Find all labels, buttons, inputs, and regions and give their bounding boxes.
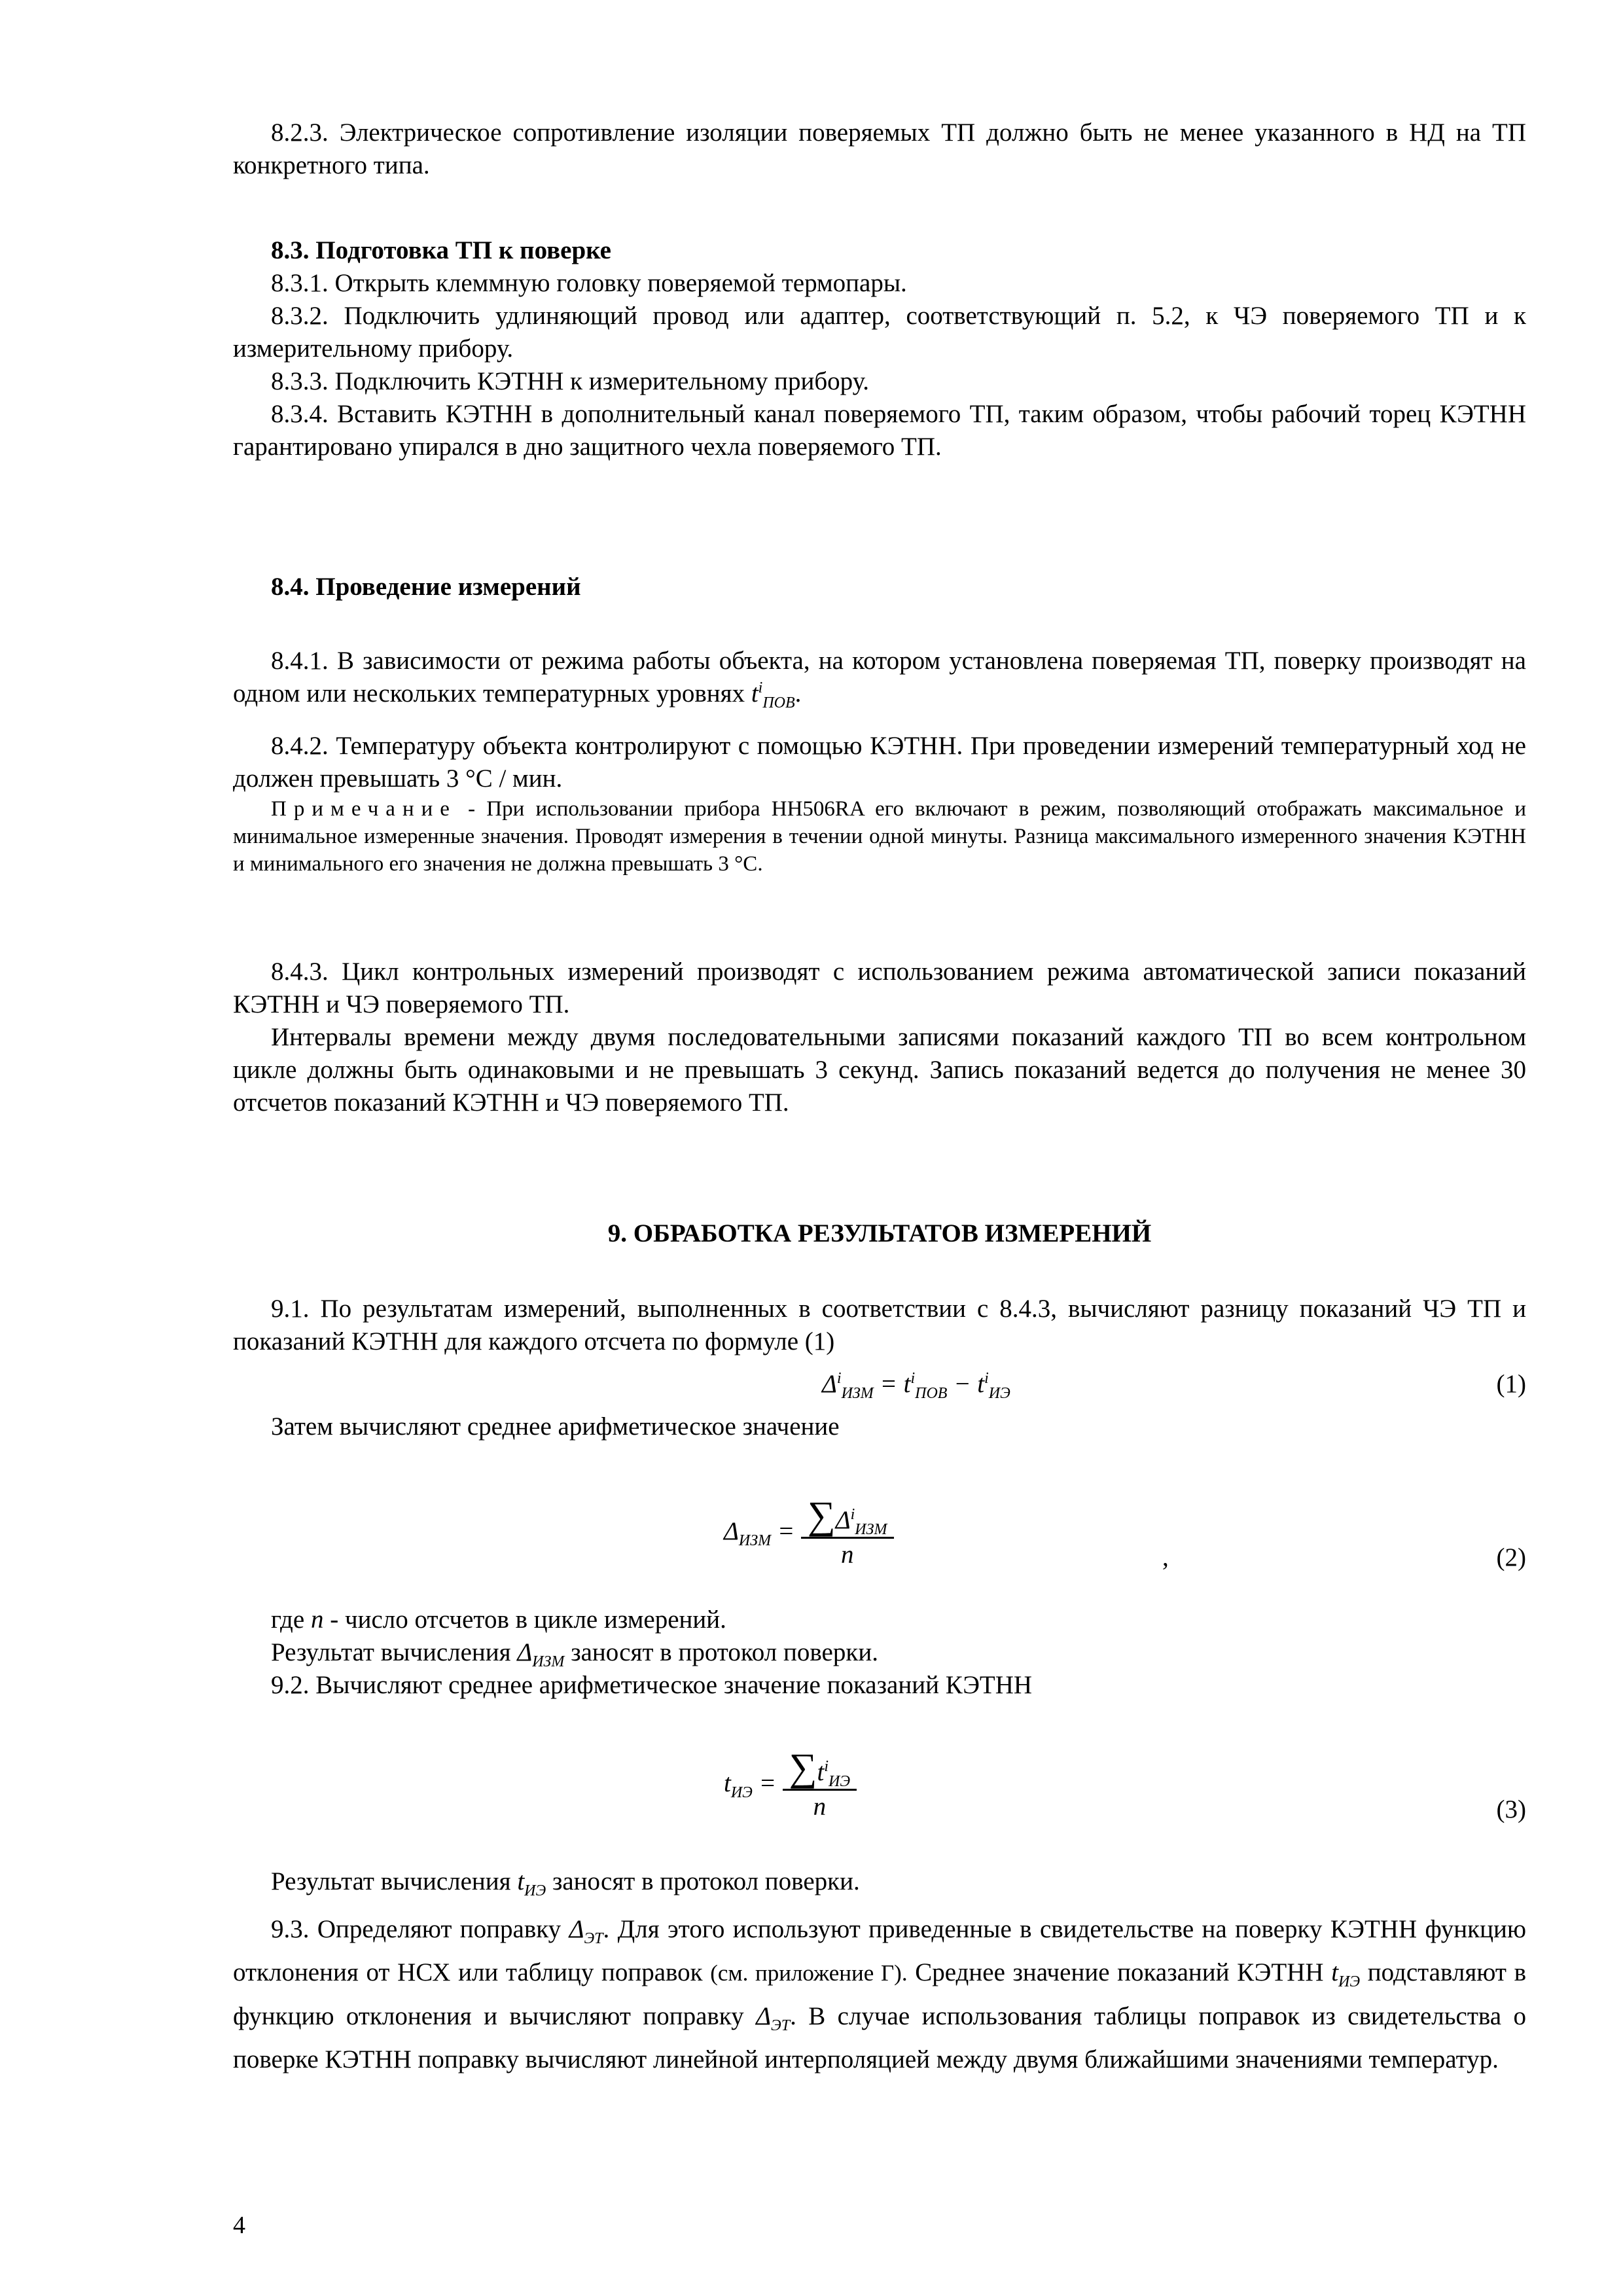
section-8-4 bbox=[233, 571, 1526, 603]
note bbox=[233, 795, 1526, 878]
paragraph: 8.2.3. Электрическое сопротивление изоляции поверяемых ТП должно быть не менее указанного в НД на ТП конкретного типа. bbox=[233, 118, 1526, 179]
section-8-2-3 bbox=[233, 117, 1526, 182]
equation-1-body: $\Delta^i_{ИЗМ} = t^i_{ПОВ} - t^i_{ИЭ}$ bbox=[822, 1370, 1010, 1402]
chapter-heading: 9. ОБРАБОТКА РЕЗУЛЬТАТОВ ИЗМЕРЕНИЙ bbox=[607, 1219, 1152, 1247]
paragraph: 8.3.4. Вставить КЭТНН в дополнительный канал поверяемого ТП, таким образом, чтобы рабочий торец КЭТНН гарантировано упирался в дно защитного чехла поверяемого ТП. bbox=[233, 400, 1526, 461]
paragraph: Затем вычисляют среднее арифметическое значение bbox=[271, 1412, 840, 1441]
section-9-3 bbox=[233, 1908, 1526, 2081]
equation-number: (2) bbox=[1496, 1543, 1526, 1571]
fraction: $\frac{\sum t^i_{ИЭ}}{n}$ bbox=[783, 1748, 857, 1823]
paragraph: Результат вычисления $\Delta_{ИЗМ}$ заносят в протокол поверки. bbox=[271, 1638, 878, 1670]
paragraph: Интервалы времени между двумя последовательными записями показаний каждого ТП во всем контрольном цикле должны быть одинаковыми и не превышать 3 секунд. Запись показаний ведется до получения не менее 30 отсчетов показаний КЭТНН и ЧЭ поверяемого ТП. bbox=[233, 1023, 1526, 1117]
fraction: $\frac{\sum\Delta^i_{ИЗМ}}{n}$ bbox=[801, 1496, 894, 1571]
paragraph: 8.4.3. Цикл контрольных измерений производят с использованием режима автоматической записи показаний КЭТНН и ЧЭ поверяемого ТП. bbox=[233, 958, 1526, 1018]
paragraph-text: 8.4.1. В зависимости от режима работы объекта, на котором установлена поверяемая ТП, поверку производят на одном или нескольких температурных уровнях bbox=[233, 647, 1526, 708]
paragraph: 9.2. Вычисляют среднее арифметическое значение показаний КЭТНН bbox=[271, 1671, 1033, 1699]
paragraph: 9.1. По результатам измерений, выполненных в соответствии с 8.4.3, вычисляют разницу показаний ЧЭ ТП и показаний КЭТНН для каждого отсчета по формуле (1) bbox=[233, 1295, 1526, 1355]
paragraph: 8.4.2. Температуру объекта контролируют с помощью КЭТНН. При проведении измерений температурный ход не должен превышать 3 °С / мин. bbox=[233, 732, 1526, 793]
note-label: Примечание bbox=[271, 797, 457, 821]
section-8-4-2 bbox=[233, 730, 1526, 878]
equation-number: (1) bbox=[1496, 1370, 1526, 1398]
equation-number: (3) bbox=[1496, 1795, 1526, 1823]
section-heading: 8.3. Подготовка ТП к поверке bbox=[271, 236, 611, 264]
paragraph: 9.3. Определяют поправку $\Delta_{ЭТ}$. Для этого используют приведенные в свидетельстве на поверку КЭТНН функцию отклонения от НСХ или таблицу поправок (см. приложение Г). Среднее значение показаний КЭТНН $t_{ИЭ}$ подставляют в функцию отклонения и вычисляют поправку $\Delta_{ЭТ}$. В случае использования таблицы поправок из свидетельства о поверке КЭТНН поправку вычисляют линейной интерполяцией между двумя ближайшими значениями температур. bbox=[233, 1915, 1526, 2073]
then-line bbox=[233, 1410, 1526, 1443]
section-8-4-1 bbox=[233, 645, 1526, 710]
equation-2 bbox=[233, 1466, 1526, 1597]
equation-2-body: $\Delta_{ИЗМ}$ = $\frac{\sum\Delta^i_{ИЗМ}}{n}$ bbox=[724, 1496, 894, 1571]
note-text: - При использовании прибора HH506RA его включают в режим, позволяющий отображать максимальное и минимальное измеренные значения. Проводят измерения в течении одной минуты. Разница максимального измеренного значения КЭТНН и минимального его значения не должна превышать 3 °С. bbox=[233, 797, 1526, 876]
equation-1 bbox=[233, 1368, 1526, 1407]
equation-3-body: $t_{ИЭ}$ = $\frac{\sum t^i_{ИЭ}}{n}$ bbox=[724, 1748, 857, 1823]
paragraph: 8.3.2. Подключить удлиняющий провод или адаптер, соответствующий п. 5.2, к ЧЭ поверяемого ТП и к измерительному прибору. bbox=[233, 302, 1526, 363]
paragraph: 8.3.3. Подключить КЭТНН к измерительному прибору. bbox=[271, 367, 870, 395]
equation-3 bbox=[233, 1721, 1526, 1852]
paragraph: где n - число отсчетов в цикле измерений. bbox=[271, 1605, 726, 1634]
formula-t-pov: $t^i_{ПОВ}$ bbox=[751, 679, 795, 711]
section-8-4-3 bbox=[233, 956, 1526, 1119]
paragraph: 8.3.1. Открыть клеммную головку поверяемой термопары. bbox=[271, 269, 907, 297]
chapter-9 bbox=[233, 1217, 1526, 1250]
page-number: 4 bbox=[233, 2212, 245, 2239]
comma: , bbox=[1162, 1543, 1169, 1571]
section-9-2-result bbox=[233, 1865, 1526, 1898]
paragraph: 8.4.1. В зависимости от режима работы объекта, на котором установлена поверяемая ТП, поверку производят на одном или нескольких температурных уровнях $t^i_{ПОВ}$. bbox=[233, 647, 1526, 711]
where-block bbox=[233, 1604, 1526, 1702]
section-8-3 bbox=[233, 234, 1526, 463]
paragraph: Результат вычисления $t_{ИЭ}$ заносят в протокол поверки. bbox=[271, 1867, 860, 1899]
section-heading: 8.4. Проведение измерений bbox=[271, 573, 581, 601]
section-9-1 bbox=[233, 1293, 1526, 1358]
